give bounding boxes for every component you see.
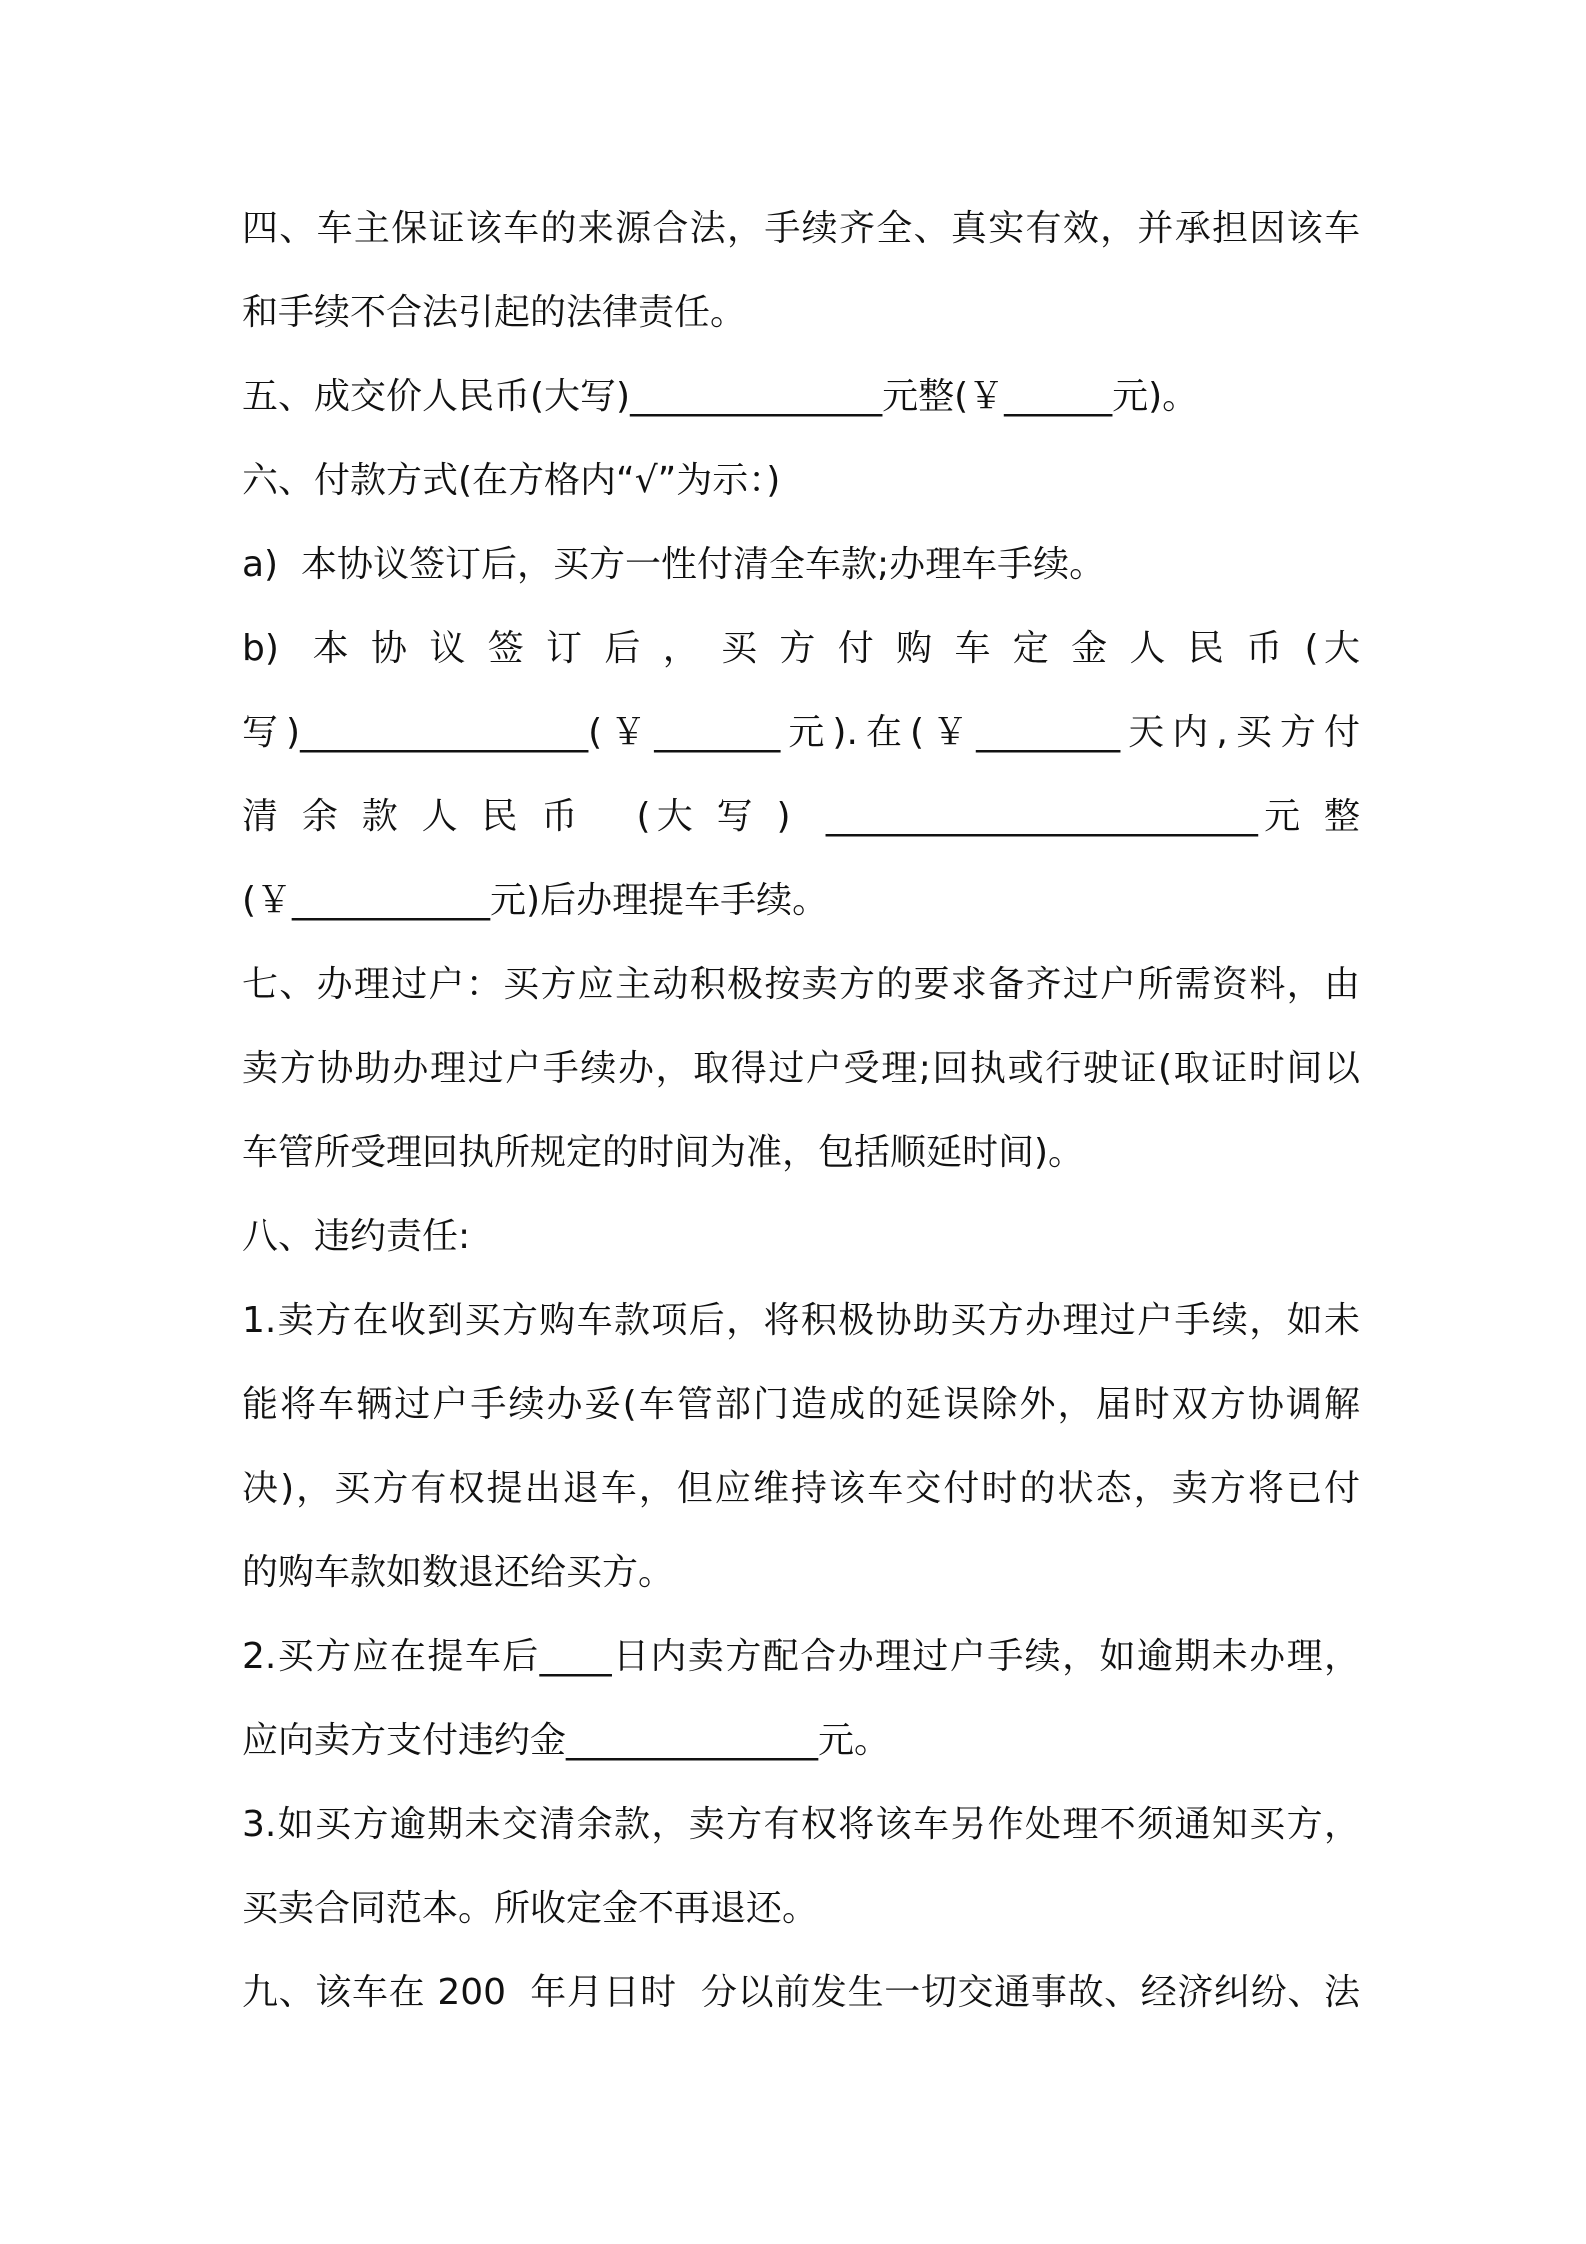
clause-6-option-a: a) 本协议签订后，买方一性付清全车款;办理车手续。 [242, 544, 1106, 585]
clause-4-line-2: 和手续不合法引起的法律责任。 [242, 292, 747, 333]
clause-8-item-1-line-2: 能将车辆过户手续办妥(车管部门造成的延误除外，届时双方协调解 [242, 1384, 1360, 1425]
clause-8-item-3-line-2: 买卖合同范本。所收定金不再退还。 [242, 1888, 819, 1929]
clause-6-option-b-line-4: (￥___________元)后办理提车手续。 [242, 880, 829, 921]
clause-8-item-1-line-3: 决)，买方有权提出退车，但应维持该车交付时的状态，卖方将已付 [242, 1468, 1360, 1509]
clause-6-heading: 六、付款方式(在方格内“√”为示：) [242, 460, 781, 501]
clause-6-option-b-line-2: 写)________________(￥_______元).在(￥________天内,买方付 [242, 712, 1360, 753]
clause-7-line-2: 卖方协助办理过户手续办，取得过户受理;回执或行驶证(取证时间以 [242, 1048, 1360, 1089]
clause-9-line-1: 九、该车在 200 年月日时 分以前发生一切交通事故、经济纠纷、法 [242, 1972, 1360, 2013]
clause-7-line-1: 七、办理过户：买方应主动积极按卖方的要求备齐过户所需资料，由 [242, 964, 1360, 1005]
clause-8-item-2-line-1: 2.买方应在提车后____日内卖方配合办理过户手续，如逾期未办理， [242, 1636, 1360, 1677]
clause-6-option-b-line-3: 清 余 款 人 民 币 (大 写 ) ________________________元 整 [242, 796, 1360, 837]
clause-5-line: 五、成交价人民币(大写)______________元整(￥______元)。 [242, 376, 1199, 417]
clause-7-line-3: 车管所受理回执所规定的时间为准，包括顺延时间)。 [242, 1132, 1085, 1173]
clause-8-heading: 八、违约责任: [242, 1216, 471, 1257]
clause-8-item-3-line-1: 3.如买方逾期未交清余款，卖方有权将该车另作处理不须通知买方， [242, 1804, 1360, 1845]
clause-8-item-1-line-1: 1.卖方在收到买方购车款项后，将积极协助买方办理过户手续，如未 [242, 1300, 1360, 1341]
clause-4-line-1: 四、车主保证该车的来源合法，手续齐全、真实有效，并承担因该车 [242, 208, 1360, 249]
clause-6-option-b-line-1: b) 本 协 议 签 订 后 ， 买 方 付 购 车 定 金 人 民 币 (大 [242, 628, 1360, 669]
clause-8-item-1-line-4: 的购车款如数退还给买方。 [242, 1552, 675, 1593]
clause-8-item-2-line-2: 应向卖方支付违约金______________元。 [242, 1720, 891, 1761]
